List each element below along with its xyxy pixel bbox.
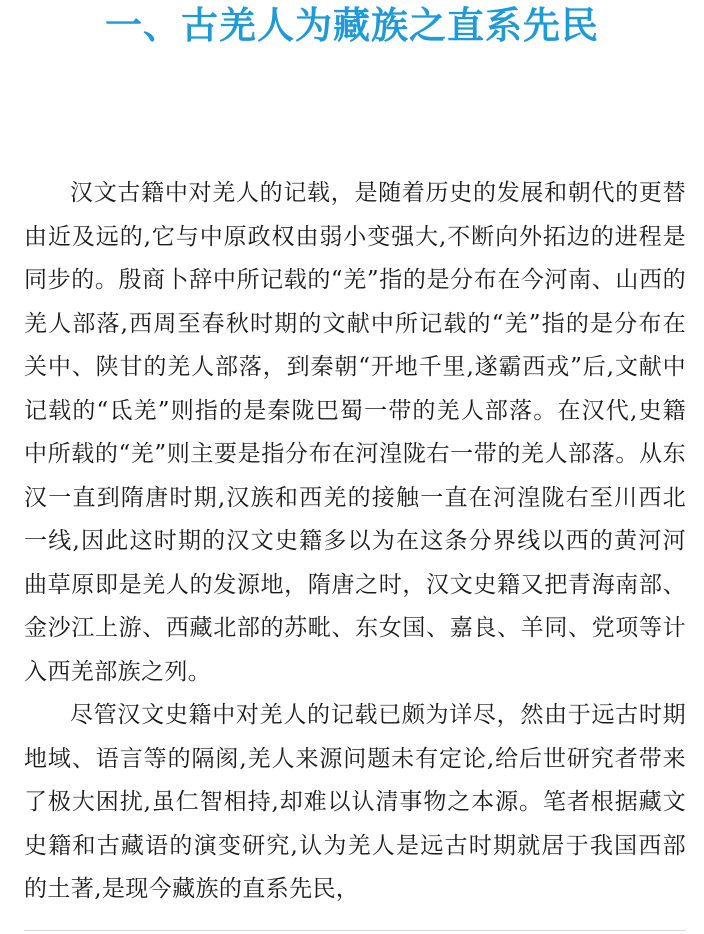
paragraph-1: 汉文古籍中对羌人的记载，是随着历史的发展和朝代的更替由近及远的,它与中原政权由弱小变强大,不断向外拓边的进程是同步的。殷商卜辞中所记载的“羌”指的是分布在今河南、山西的羌人部落,西周至春秋时期的文献中所记载的“羌”指的是分布在关中、陕甘的羌人部落，到秦朝“开地千里,遂霸西戎”后,文献中记载的“氐羌”则指的是秦陇巴蜀一带的羌人部落。在汉代,史籍中所载的“羌”则主要是指分布在河湟陇右一带的羌人部落。从东汉一直到隋唐时期,汉族和西羌的接触一直在河湟陇右至川西北一线,因此这时期的汉文史籍多以为在这条分界线以西的黄河河曲草原即是羌人的发源地，隋唐之时，汉文史籍又把青海南部、金沙江上游、西藏北部的苏毗、东女国、嘉良、羊同、党项等计入西羌部族之列。 <box>24 180 686 685</box>
page-bottom-divider <box>24 930 686 931</box>
chapter-title: 一、古羌人为藏族之直系先民 <box>105 4 599 47</box>
body-text <box>24 172 686 912</box>
paragraph-2: 尽管汉文史籍中对羌人的记载已颇为详尽，然由于远古时期地域、语言等的隔阂,羌人来源问题未有定论,给后世研究者带来了极大困扰,虽仁智相持,却难以认清事物之本源。笔者根据藏文史籍和古藏语的演变研究,认为羌人是远古时期就居于我国西部的土著,是现今藏族的直系先民， <box>24 702 686 902</box>
